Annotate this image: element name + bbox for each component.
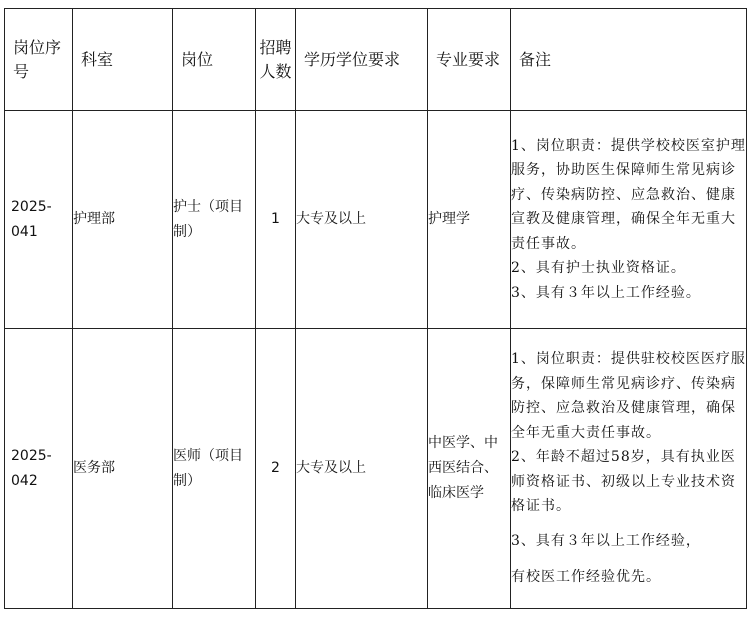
cell-department: 医务部 bbox=[73, 329, 173, 609]
note-line: 有校医工作经验优先。 bbox=[511, 569, 661, 586]
header-major: 专业要求 bbox=[428, 9, 511, 111]
table-header-row bbox=[5, 9, 747, 111]
cell-education: 大专及以上 bbox=[296, 329, 428, 609]
note-line: 3、具有３年以上工作经验。 bbox=[511, 284, 701, 301]
table-row bbox=[5, 329, 747, 609]
recruitment-table bbox=[4, 8, 747, 609]
cell-position: 医师（项目制） bbox=[173, 329, 256, 609]
cell-count: 2 bbox=[256, 329, 296, 609]
cell-serial: 2025-042 bbox=[5, 329, 73, 609]
cell-major: 中医学、中西医结合、临床医学 bbox=[428, 329, 511, 609]
header-department: 科室 bbox=[73, 9, 173, 111]
note-line: 1、岗位职责：提供驻校校医医疗服务，保障师生常见病诊疗、传染病防控、应急救治及健康管理，确保全年无重大责任事故。 bbox=[511, 351, 746, 441]
cell-position: 护士（项目制） bbox=[173, 111, 256, 329]
header-education: 学历学位要求 bbox=[296, 9, 428, 111]
cell-serial: 2025-041 bbox=[5, 111, 73, 329]
cell-notes bbox=[511, 329, 747, 609]
cell-major: 护理学 bbox=[428, 111, 511, 329]
cell-education: 大专及以上 bbox=[296, 111, 428, 329]
header-position: 岗位 bbox=[173, 9, 256, 111]
header-notes: 备注 bbox=[511, 9, 747, 111]
cell-department: 护理部 bbox=[73, 111, 173, 329]
cell-notes bbox=[511, 111, 747, 329]
note-line: 3、具有３年以上工作经验， bbox=[511, 532, 701, 549]
table-row bbox=[5, 111, 747, 329]
note-line: 2、年龄不超过58岁，具有执业医师资格证书、初级以上专业技术资格证书。 bbox=[511, 449, 736, 515]
header-count: 招聘人数 bbox=[256, 9, 296, 111]
note-line: 1、岗位职责：提供学校校医室护理服务，协助医生保障师生常见病诊疗、传染病防控、应急救治、健康宣教及健康管理，确保全年无重大责任事故。 bbox=[511, 137, 746, 252]
header-serial: 岗位序号 bbox=[5, 9, 73, 111]
note-line: 2、具有护士执业资格证。 bbox=[511, 260, 686, 277]
cell-count: 1 bbox=[256, 111, 296, 329]
